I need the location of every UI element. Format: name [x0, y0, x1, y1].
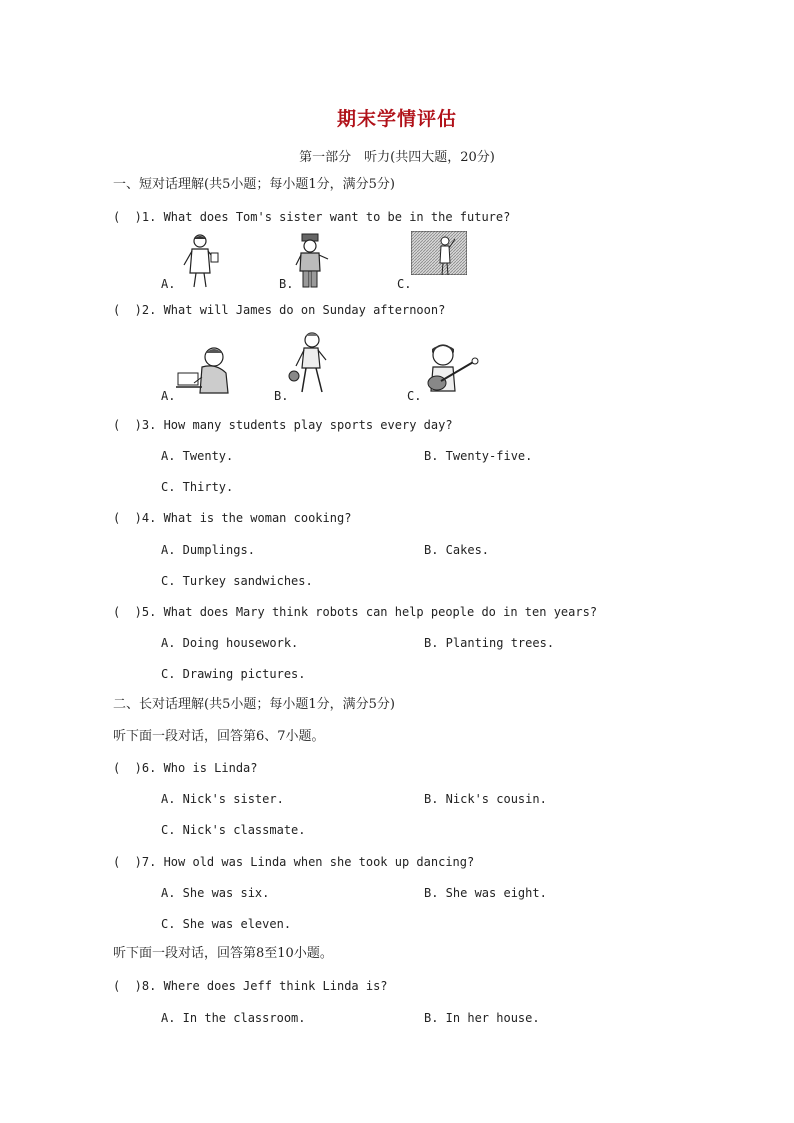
question-7-option-a: A. She was six. [161, 886, 270, 900]
basketball-player-picture [286, 330, 330, 400]
instruction-6-7: 听下面一段对话，回答第6、7小题。 [113, 729, 325, 744]
teacher-picture [411, 231, 467, 275]
question-1-option-b-label: B. [279, 277, 294, 291]
question-3-text: ( )3. How many students play sports every day? [113, 418, 453, 432]
question-2-option-a-label: A. [161, 389, 176, 403]
question-7-option-b: B. She was eight. [424, 886, 547, 900]
question-4-option-a: A. Dumplings. [161, 543, 255, 557]
question-8-text: ( )8. Where does Jeff think Linda is? [113, 979, 388, 993]
part-heading: 第一部分 听力(共四大题，20分) [299, 150, 495, 165]
question-7-option-c: C. She was eleven. [161, 917, 292, 931]
question-2-option-b-label: B. [274, 389, 289, 403]
question-1-text: ( )1. What does Tom's sister want to be in the future? [113, 210, 511, 224]
question-5-text: ( )5. What does Mary think robots can help people do in ten years? [113, 605, 598, 619]
question-6-option-c: C. Nick's classmate. [161, 823, 306, 837]
question-8-option-b: B. In her house. [424, 1011, 540, 1025]
instruction-8-10: 听下面一段对话，回答第8至10小题。 [113, 946, 333, 961]
question-6-text: ( )6. Who is Linda? [113, 761, 258, 775]
question-2-text: ( )2. What will James do on Sunday afternoon? [113, 303, 446, 317]
question-3-option-c: C. Thirty. [161, 480, 234, 494]
guitar-player-picture [421, 341, 481, 397]
cook-picture [290, 233, 330, 289]
doctor-picture [180, 233, 220, 289]
question-8-option-a: A. In the classroom. [161, 1011, 306, 1025]
question-6-option-a: A. Nick's sister. [161, 792, 284, 806]
question-4-option-c: C. Turkey sandwiches. [161, 574, 313, 588]
question-5-option-a: A. Doing housework. [161, 636, 299, 650]
question-3-option-a: A. Twenty. [161, 449, 234, 463]
section-2-heading: 二、长对话理解(共5小题；每小题1分，满分5分) [113, 697, 395, 712]
question-4-text: ( )4. What is the woman cooking? [113, 511, 352, 525]
question-7-text: ( )7. How old was Linda when she took up dancing? [113, 855, 475, 869]
question-6-option-b: B. Nick's cousin. [424, 792, 547, 806]
question-4-option-b: B. Cakes. [424, 543, 490, 557]
section-1-heading: 一、短对话理解(共5小题；每小题1分，满分5分) [113, 177, 395, 192]
question-2-option-c-label: C. [407, 389, 422, 403]
question-5-option-c: C. Drawing pictures. [161, 667, 306, 681]
question-3-option-b: B. Twenty-five. [424, 449, 533, 463]
computer-user-picture [176, 343, 232, 397]
question-5-option-b: B. Planting trees. [424, 636, 555, 650]
question-1-option-c-label: C. [397, 277, 412, 291]
page-title: 期末学情评估 [336, 108, 457, 130]
question-1-option-a-label: A. [161, 277, 176, 291]
